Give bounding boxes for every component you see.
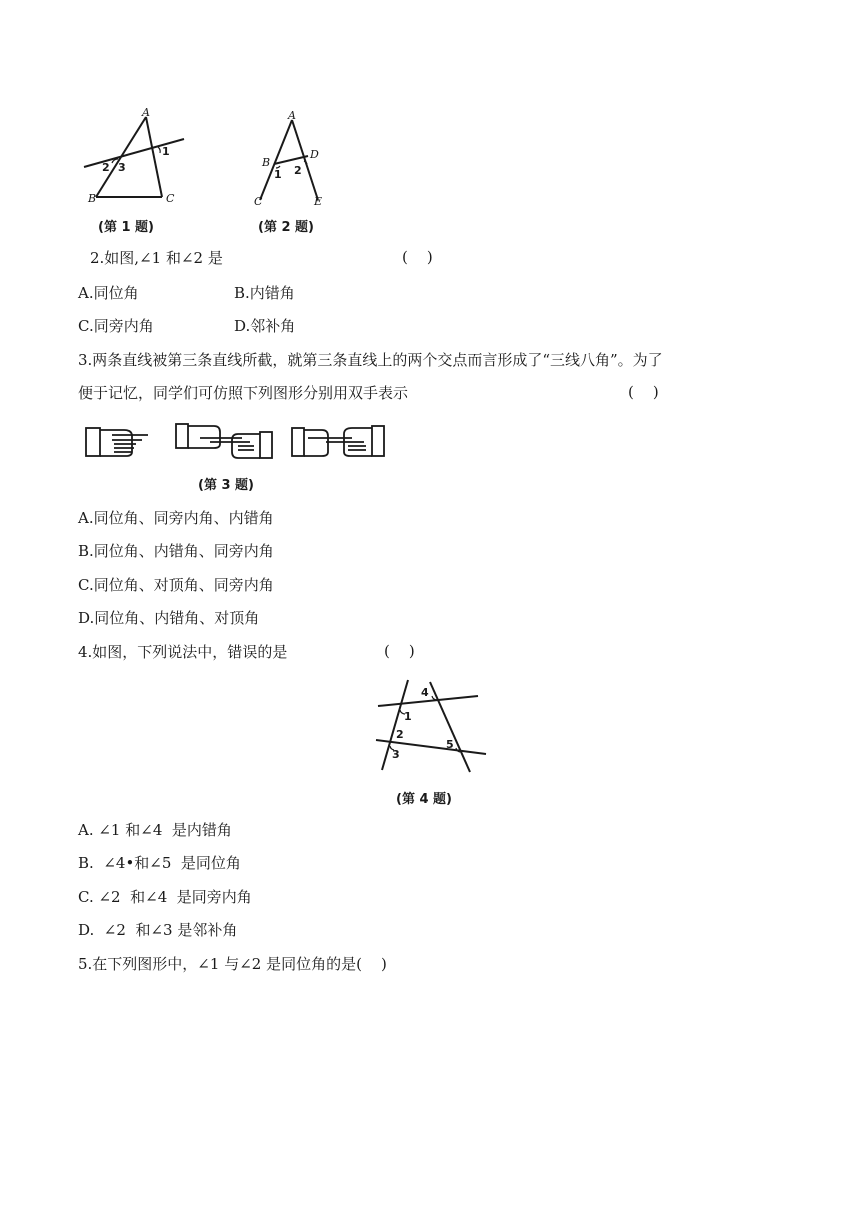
fig4-angle-5: 5	[446, 738, 454, 751]
q3-stem-line-1: 3.两条直线被第三条直线所截，就第三条直线上的两个交点而言形成了“三线八角”。为了	[78, 351, 663, 369]
fig2-label-e: E	[314, 195, 323, 208]
q2-answer-paren: ( )	[402, 248, 433, 266]
fig2-angle-2: 2	[294, 164, 302, 177]
hand-gesture-1-icon	[86, 428, 148, 456]
q3-option-c: C.同位角、对顶角、同旁内角	[78, 576, 274, 594]
fig4-angle-1: 1	[404, 710, 412, 723]
figure-2-angle	[250, 108, 350, 208]
q4-answer-paren: ( )	[384, 642, 415, 660]
figure-1-triangle	[78, 105, 198, 205]
fig4-angle-2: 2	[396, 728, 404, 741]
q2-option-c: C.同旁内角	[78, 317, 154, 335]
fig4-angle-4: 4	[421, 686, 429, 699]
q3-stem-line-2: 便于记忆，同学们可仿照下列图形分别用双手表示	[78, 384, 409, 402]
q4-option-a: A. ∠1 和∠4 是内错角	[78, 821, 232, 839]
fig2-label-d: D	[310, 148, 319, 161]
figure-4-four-lines	[372, 676, 492, 776]
hand-gesture-2-icon	[176, 424, 272, 458]
figure-3-hand-gestures	[82, 418, 388, 464]
q4-stem: 4.如图，下列说法中，错误的是	[78, 643, 288, 661]
figure-4-caption: (第 4 题)	[396, 792, 452, 807]
q2-option-d: D.邻补角	[234, 317, 296, 335]
fig1-angle-3: 3	[118, 161, 126, 174]
q2-option-b: B.内错角	[234, 284, 295, 302]
q5-stem: 5.在下列图形中，∠1 与∠2 是同位角的是( )	[78, 955, 387, 973]
fig1-angle-1: 1	[162, 145, 170, 158]
fig1-angle-2: 2	[102, 161, 110, 174]
fig2-label-b: B	[262, 156, 271, 169]
fig2-label-c: C	[254, 195, 263, 208]
q3-option-a: A.同位角、同旁内角、内错角	[78, 509, 274, 527]
fig2-label-a: A	[288, 109, 296, 122]
fig1-label-b: B	[88, 192, 97, 205]
q3-answer-paren: ( )	[628, 383, 659, 401]
q4-option-d: D. ∠2 和∠3 是邻补角	[78, 921, 238, 939]
fig2-angle-1: 1	[274, 168, 282, 181]
q4-option-b: B. ∠4•和∠5 是同位角	[78, 854, 241, 872]
q3-option-b: B.同位角、内错角、同旁内角	[78, 542, 274, 560]
figure-2-caption: (第 2 题)	[258, 220, 314, 235]
q3-option-d: D.同位角、内错角、对顶角	[78, 609, 260, 627]
q4-option-c: C. ∠2 和∠4 是同旁内角	[78, 888, 252, 906]
hand-gesture-3-icon	[292, 426, 384, 456]
q2-stem: 2.如图,∠1 和∠2 是	[90, 249, 223, 267]
q2-option-a: A.同位角	[78, 284, 139, 302]
fig1-label-a: A	[142, 106, 150, 119]
figure-3-caption: (第 3 题)	[198, 478, 254, 493]
fig1-label-c: C	[166, 192, 175, 205]
figure-1-caption: (第 1 题)	[98, 220, 154, 235]
fig4-angle-3: 3	[392, 748, 400, 761]
